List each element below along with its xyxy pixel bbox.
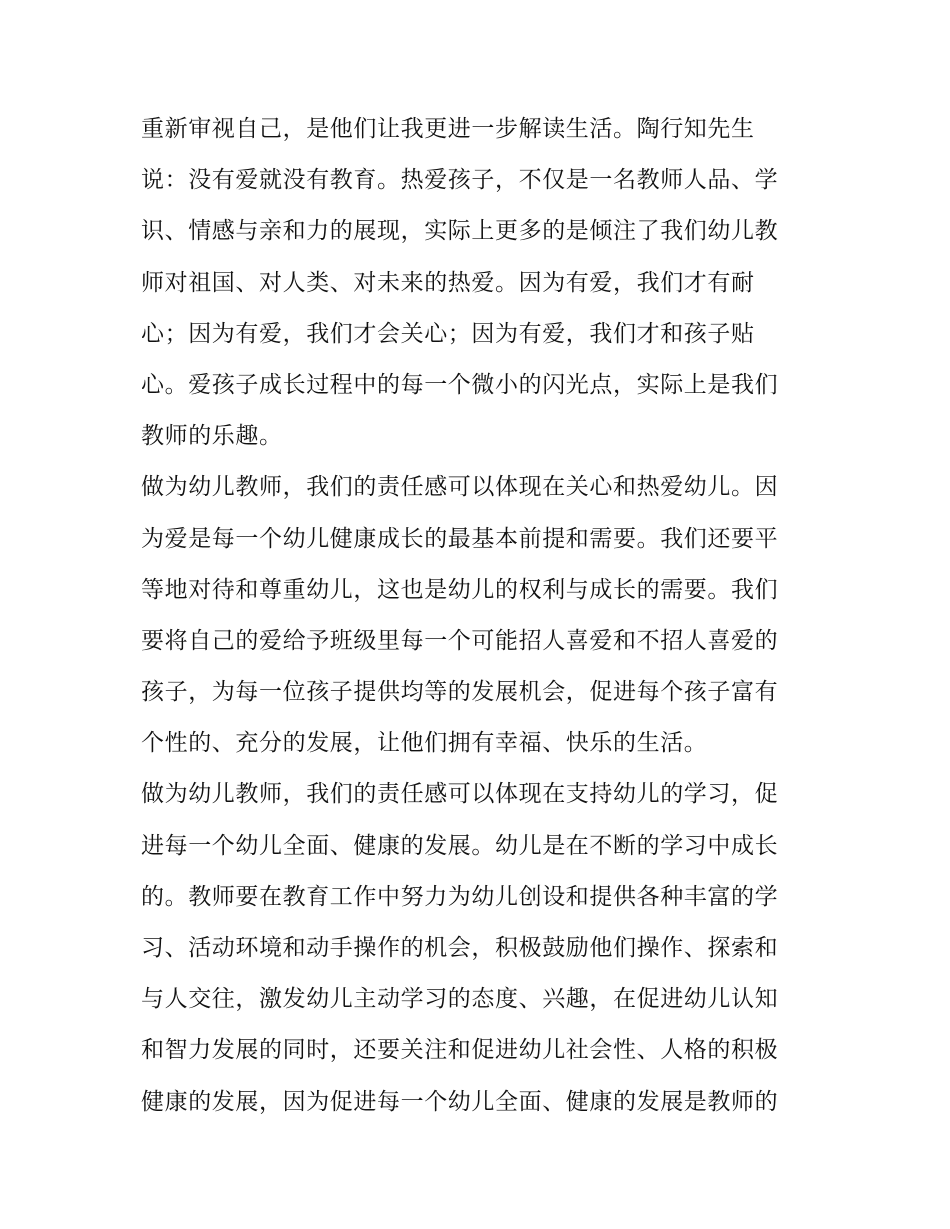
- text-line: 与人交往，激发幼儿主动学习的态度、兴趣，在促进幼儿认知: [141, 986, 779, 1013]
- text-line: 做为幼儿教师，我们的责任感可以体现在支持幼儿的学习，促: [141, 781, 779, 808]
- text-line: 健康的发展，因为促进每一个幼儿全面、健康的发展是教师的: [141, 1088, 779, 1115]
- text-line: 师对祖国、对人类、对未来的热爱。因为有爱，我们才有耐: [141, 269, 755, 296]
- text-line: 心；因为有爱，我们才会关心；因为有爱，我们才和孩子贴: [141, 320, 755, 347]
- text-line: 心。爱孩子成长过程中的每一个微小的闪光点，实际上是我们: [141, 371, 779, 398]
- text-line: 等地对待和尊重幼儿，这也是幼儿的权利与成长的需要。我们: [141, 576, 779, 603]
- text-line: 进每一个幼儿全面、健康的发展。幼儿是在不断的学习中成长: [141, 832, 779, 859]
- text-line: 个性的、充分的发展，让他们拥有幸福、快乐的生活。: [141, 730, 708, 757]
- body-text: [141, 104, 821, 1128]
- text-line: 要将自己的爱给予班级里每一个可能招人喜爱和不招人喜爱的: [141, 627, 779, 654]
- text-line: 重新审视自己，是他们让我更进一步解读生活。陶行知先生: [141, 116, 755, 142]
- text-line: 说：没有爱就没有教育。热爱孩子，不仅是一名教师人品、学: [141, 167, 779, 194]
- text-line: 孩子，为每一位孩子提供均等的发展机会，促进每个孩子富有: [141, 679, 779, 706]
- text-line: 习、活动环境和动手操作的机会，积极鼓励他们操作、探索和: [141, 935, 779, 961]
- text-line: 为爱是每一个幼儿健康成长的最基本前提和需要。我们还要平: [141, 525, 779, 552]
- text-line: 做为幼儿教师，我们的责任感可以体现在关心和热爱幼儿。因: [141, 474, 779, 501]
- text-line: 识、情感与亲和力的展现，实际上更多的是倾注了我们幼儿教: [141, 218, 779, 245]
- text-line: 和智力发展的同时，还要关注和促进幼儿社会性、人格的积极: [141, 1037, 779, 1064]
- text-line: 教师的乐趣。: [141, 423, 283, 450]
- text-line: 的。教师要在教育工作中努力为幼儿创设和提供各种丰富的学: [141, 883, 779, 910]
